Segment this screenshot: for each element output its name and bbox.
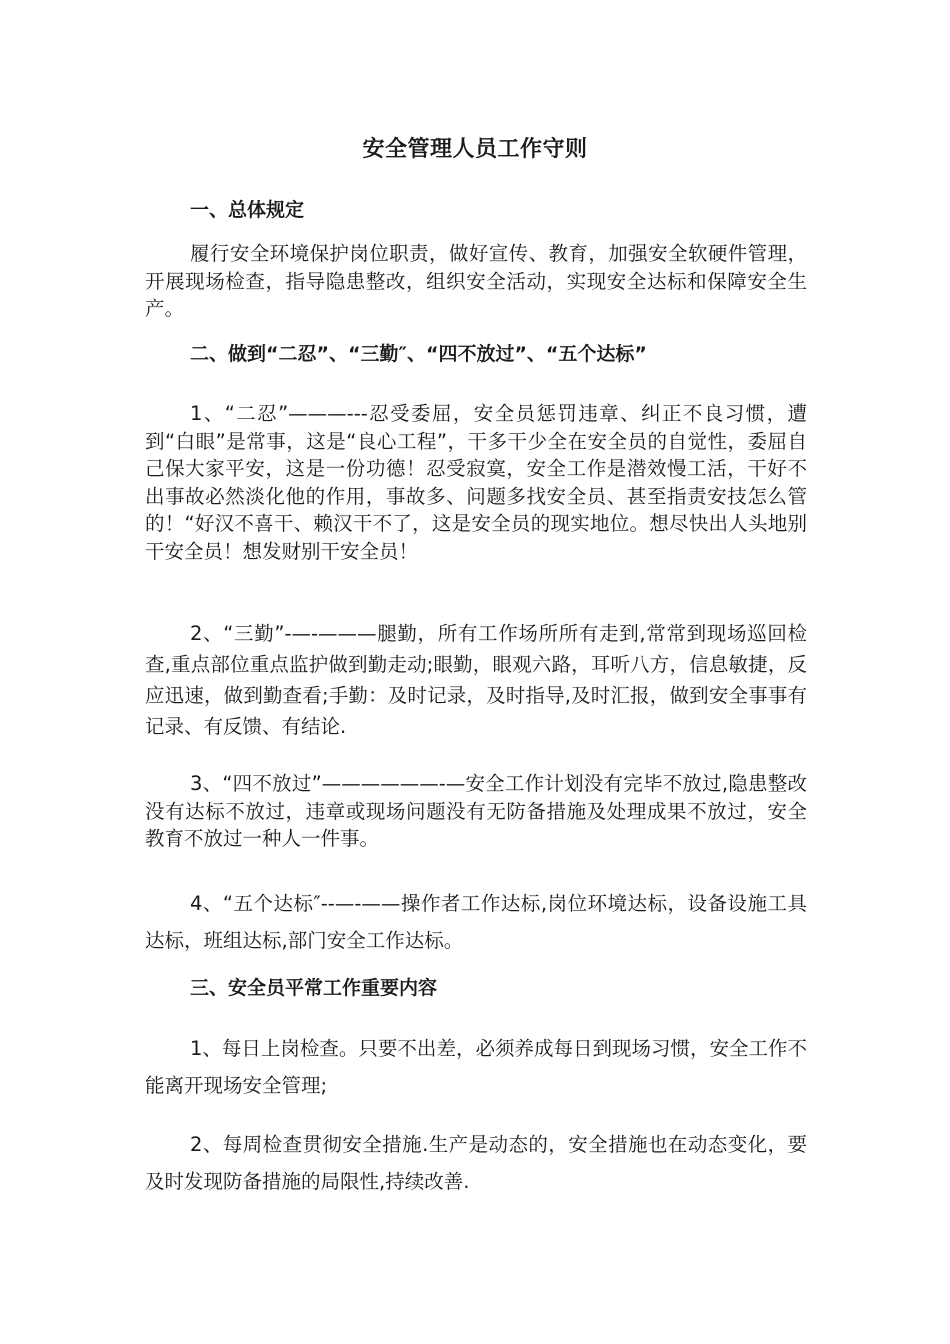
paragraph-five-standards: 4、“五个达标″--—-——操作者工作达标,岗位环境达标，设备设施工具达标，班组达标,部门安全工作达标。 <box>145 892 807 952</box>
paragraph-daily-inspection: 1、每日上岗检查。只要不出差，必须养成每日到现场习惯，安全工作不能离开现场安全管理; <box>145 1037 807 1097</box>
section-heading-general: 一、总体规定 <box>190 199 305 221</box>
paragraph-three-diligences: 2、“三勤”-—-———腿勤，所有工作场所所有走到,常常到现场巡回检查,重点部位重点监护做到勤走动;眼勤，眼观六路，耳听八方，信息敏捷，反应迅速，做到勤查看;手勤：及时记录，及时指导,及时汇报，做到安全事事有记录、有反馈、有结论. <box>145 622 807 738</box>
paragraph-two-endurances: 1、“二忍”———---忍受委屈，安全员惩罚违章、纠正不良习惯，遭到“白眼”是常事，这是“良心工程”，干多干少全在安全员的自觉性，委屈自己保大家平安，这是一份功德！忍受寂寞，安全工作是潜效慢工活，干好不出事故必然淡化他的作用，事故多、问题多找安全员、甚至指责安技怎么管的！“好汉不喜干、赖汉干不了，这是安全员的现实地位。想尽快出人头地别干安全员！想发财别干安全员！ <box>145 402 807 563</box>
paragraph-general: 履行安全环境保护岗位职责，做好宣传、教育，加强安全软硬件管理，开展现场检查，指导隐患整改，组织安全活动，实现安全达标和保障安全生产。 <box>145 242 807 320</box>
paragraph-weekly-inspection: 2、每周检查贯彻安全措施.生产是动态的，安全措施也在动态变化，要及时发现防备措施的局限性,持续改善. <box>145 1133 807 1193</box>
document-title: 安全管理人员工作守则 <box>362 137 588 162</box>
section-heading-daily-work: 三、安全员平常工作重要内容 <box>190 977 438 999</box>
section-heading-requirements: 二、做到“二忍”、“三勤″、“四不放过”、“五个达标” <box>190 343 647 365</box>
paragraph-four-no-let-go: 3、“四不放过”——————-—安全工作计划没有完毕不放过,隐患整改没有达标不放过，违章或现场问题没有无防备措施及处理成果不放过，安全教育不放过一种人一件事。 <box>145 772 807 850</box>
